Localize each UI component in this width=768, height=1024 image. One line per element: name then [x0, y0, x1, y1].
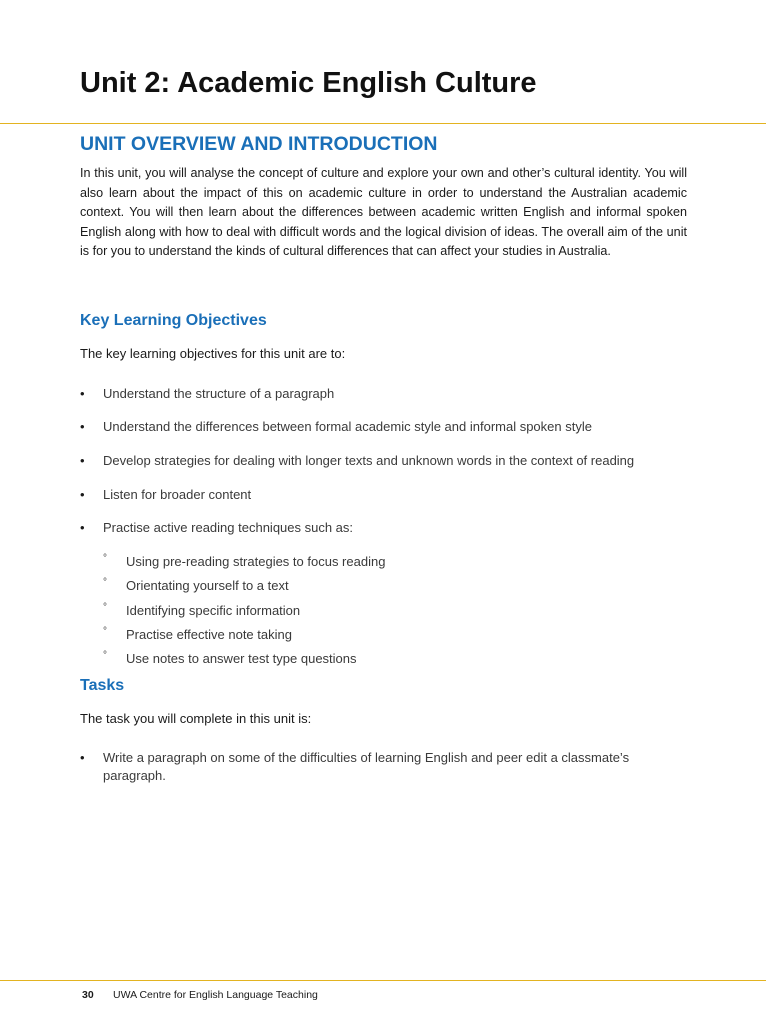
header-divider	[0, 123, 766, 124]
objective-item	[80, 385, 700, 403]
objective-text: Listen for broader content	[103, 487, 252, 502]
page-number: 30	[82, 989, 94, 1001]
sub-item-text: Identifying specific information	[126, 603, 301, 618]
objective-text: Understand the differences between formal academic style and informal spoken style	[103, 419, 592, 434]
intro-paragraph: In this unit, you will analyse the concept of culture and explore your own and other’s cultural identity. You will also learn about the impact of this on academic culture in order to understand the Australian academic context. You will then learn about the differences between academic written English and informal spoken English along with how to deal with difficult words and the logical division of ideas. The overall aim of the unit is for you to understand the kinds of cultural differences that can affect your studies in Australia.	[80, 166, 687, 258]
objective-item	[80, 519, 700, 537]
bullet-icon: •	[80, 419, 85, 434]
objective-item	[80, 418, 700, 436]
sub-item	[103, 650, 663, 667]
objective-item	[80, 486, 700, 504]
objective-text: Understand the structure of a paragraph	[103, 386, 335, 401]
objectives-heading: Key Learning Objectives	[80, 312, 267, 329]
sub-item-text: Using pre-reading strategies to focus reading	[126, 554, 386, 569]
bullet-icon: •	[80, 487, 85, 502]
sub-item-text: Orientating yourself to a text	[126, 578, 289, 593]
task-item	[80, 749, 660, 784]
task-text: Write a paragraph on some of the difficulties of learning English and peer edit a classmate’s paragraph.	[103, 750, 630, 783]
objectives-lead: The key learning objectives for this unit are to:	[80, 346, 346, 361]
bullet-icon: •	[80, 520, 85, 535]
objective-text: Practise active reading techniques such as:	[103, 520, 354, 535]
sub-bullet-icon: °	[103, 626, 107, 637]
objective-text: Develop strategies for dealing with longer texts and unknown words in the context of reading	[103, 453, 635, 468]
objective-item	[80, 452, 700, 470]
sub-bullet-icon: °	[103, 553, 107, 564]
sub-item	[103, 626, 663, 643]
sub-item-text: Practise effective note taking	[126, 627, 292, 642]
sub-item-text: Use notes to answer test type questions	[126, 651, 357, 666]
footer-divider	[0, 980, 766, 981]
bullet-icon: •	[80, 453, 85, 468]
tasks-lead: The task you will complete in this unit is:	[80, 711, 312, 726]
tasks-heading: Tasks	[80, 677, 125, 694]
bullet-icon: •	[80, 386, 85, 401]
footer-text: UWA Centre for English Language Teaching	[113, 989, 318, 1001]
sub-bullet-icon: °	[103, 650, 107, 661]
sub-item	[103, 602, 663, 619]
unit-title: Unit 2: Academic English Culture	[80, 67, 537, 99]
sub-item	[103, 577, 663, 594]
bullet-icon: •	[80, 750, 85, 765]
overview-heading: UNIT OVERVIEW AND INTRODUCTION	[80, 133, 438, 155]
sub-bullet-icon: °	[103, 577, 107, 588]
sub-item	[103, 553, 663, 570]
sub-bullet-icon: °	[103, 602, 107, 613]
